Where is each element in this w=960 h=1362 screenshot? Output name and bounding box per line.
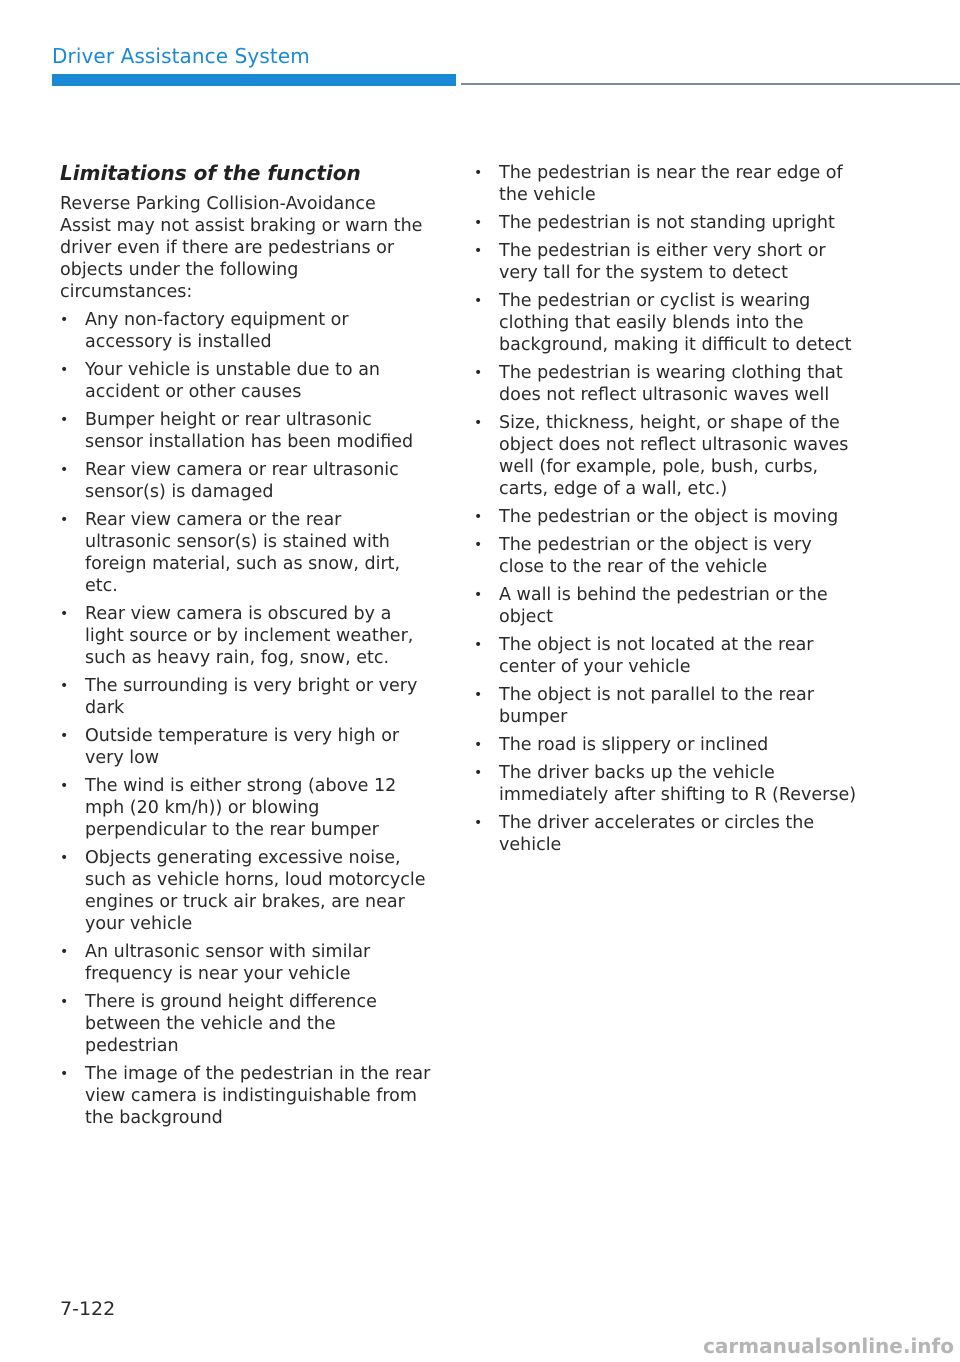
list-item-text: The pedestrian or the object is very close to the rear of the vehicle bbox=[499, 535, 812, 577]
header-rule bbox=[461, 83, 960, 85]
list-item bbox=[474, 734, 860, 756]
list-item-text: Your vehicle is unstable due to an accident or other causes bbox=[85, 360, 381, 402]
list-item-text: The surrounding is very bright or very dark bbox=[85, 676, 418, 718]
list-item-text: Rear view camera or rear ultrasonic sensor(s) is damaged bbox=[85, 460, 399, 502]
bullet-icon: • bbox=[474, 243, 483, 259]
list-item-text: The driver accelerates or circles the vehicle bbox=[499, 813, 815, 855]
bullet-icon: • bbox=[60, 462, 69, 478]
list-item bbox=[474, 762, 860, 806]
bullet-icon: • bbox=[474, 637, 483, 653]
left-bullet-list bbox=[60, 309, 432, 1129]
bullet-icon: • bbox=[60, 312, 69, 328]
bullet-icon: • bbox=[60, 850, 69, 866]
list-item bbox=[474, 362, 860, 406]
list-item bbox=[474, 634, 860, 678]
list-item-text: The image of the pedestrian in the rear view camera is indistinguishable from the background bbox=[85, 1064, 431, 1128]
list-item bbox=[60, 359, 432, 403]
list-item-text: There is ground height difference between the vehicle and the pedestrian bbox=[85, 992, 377, 1056]
bullet-icon: • bbox=[474, 537, 483, 553]
list-item-text: The wind is either strong (above 12 mph (20 km/h)) or blowing perpendicular to the rear bumper bbox=[85, 776, 397, 840]
section-intro: Reverse Parking Collision-Avoidance Assist may not assist braking or warn the driver even if there are pedestrians or objects under the following circumstances: bbox=[60, 194, 423, 302]
bullet-icon: • bbox=[60, 944, 69, 960]
list-item bbox=[60, 459, 432, 503]
list-item-text: Rear view camera or the rear ultrasonic sensor(s) is stained with foreign material, such as snow, dirt, etc. bbox=[85, 510, 401, 596]
list-item bbox=[60, 603, 432, 669]
bullet-icon: • bbox=[60, 1066, 69, 1082]
bullet-icon: • bbox=[60, 412, 69, 428]
header-title: Driver Assistance System bbox=[52, 44, 310, 68]
list-item-text: Any non-factory equipment or accessory is installed bbox=[85, 310, 349, 352]
list-item bbox=[474, 812, 860, 856]
right-bullet-list bbox=[474, 162, 860, 856]
bullet-icon: • bbox=[474, 765, 483, 781]
list-item bbox=[60, 509, 432, 597]
watermark: carmanualsonline.info bbox=[703, 1334, 954, 1358]
bullet-icon: • bbox=[60, 728, 69, 744]
list-item-text: Rear view camera is obscured by a light source or by inclement weather, such as heavy rain, fog, snow, etc. bbox=[85, 604, 414, 668]
list-item bbox=[60, 309, 432, 353]
bullet-icon: • bbox=[474, 365, 483, 381]
bullet-icon: • bbox=[474, 737, 483, 753]
bullet-icon: • bbox=[474, 293, 483, 309]
list-item bbox=[474, 162, 860, 206]
list-item bbox=[474, 506, 860, 528]
bullet-icon: • bbox=[60, 362, 69, 378]
bullet-icon: • bbox=[60, 678, 69, 694]
list-item-text: Outside temperature is very high or very low bbox=[85, 726, 400, 768]
list-item-text: The pedestrian is wearing clothing that does not reflect ultrasonic waves well bbox=[499, 363, 843, 405]
list-item bbox=[60, 991, 432, 1057]
bullet-icon: • bbox=[474, 165, 483, 181]
list-item bbox=[474, 412, 860, 500]
right-column bbox=[474, 162, 860, 862]
list-item bbox=[474, 534, 860, 578]
list-item bbox=[474, 684, 860, 728]
list-item bbox=[60, 847, 432, 935]
list-item bbox=[60, 775, 432, 841]
bullet-icon: • bbox=[474, 215, 483, 231]
bullet-icon: • bbox=[60, 512, 69, 528]
bullet-icon: • bbox=[474, 687, 483, 703]
list-item-text: Objects generating excessive noise, such as vehicle horns, loud motorcycle engines or truck air brakes, are near your vehicle bbox=[85, 848, 426, 934]
list-item bbox=[60, 941, 432, 985]
list-item-text: The road is slippery or inclined bbox=[499, 735, 769, 755]
list-item-text: Size, thickness, height, or shape of the object does not reflect ultrasonic waves well (for example, pole, bush, curbs, carts, edge of a wall, etc.) bbox=[499, 413, 849, 499]
list-item-text: The driver backs up the vehicle immediately after shifting to R (Reverse) bbox=[499, 763, 857, 805]
list-item bbox=[474, 240, 860, 284]
section-title: Limitations of the function bbox=[60, 161, 361, 185]
left-column bbox=[60, 160, 432, 1135]
list-item bbox=[60, 675, 432, 719]
list-item-text: The object is not parallel to the rear bumper bbox=[499, 685, 814, 727]
list-item-text: The pedestrian or the object is moving bbox=[499, 507, 839, 527]
bullet-icon: • bbox=[474, 587, 483, 603]
list-item-text: Bumper height or rear ultrasonic sensor installation has been modified bbox=[85, 410, 414, 452]
list-item-text: The pedestrian is either very short or very tall for the system to detect bbox=[499, 241, 826, 283]
list-item-text: A wall is behind the pedestrian or the object bbox=[499, 585, 828, 627]
list-item bbox=[474, 212, 860, 234]
bullet-icon: • bbox=[474, 509, 483, 525]
list-item bbox=[60, 409, 432, 453]
list-item bbox=[474, 584, 860, 628]
list-item-text: The pedestrian or cyclist is wearing clothing that easily blends into the background, making it difficult to detect bbox=[499, 291, 852, 355]
page-number: 7-122 bbox=[60, 1298, 116, 1320]
header-accent-bar bbox=[52, 74, 456, 86]
bullet-icon: • bbox=[474, 415, 483, 431]
bullet-icon: • bbox=[60, 606, 69, 622]
bullet-icon: • bbox=[474, 815, 483, 831]
list-item bbox=[60, 1063, 432, 1129]
list-item bbox=[474, 290, 860, 356]
list-item-text: The object is not located at the rear center of your vehicle bbox=[499, 635, 814, 677]
list-item-text: The pedestrian is near the rear edge of the vehicle bbox=[499, 163, 843, 205]
list-item-text: The pedestrian is not standing upright bbox=[499, 213, 835, 233]
list-item-text: An ultrasonic sensor with similar frequency is near your vehicle bbox=[85, 942, 371, 984]
bullet-icon: • bbox=[60, 778, 69, 794]
list-item bbox=[60, 725, 432, 769]
bullet-icon: • bbox=[60, 994, 69, 1010]
